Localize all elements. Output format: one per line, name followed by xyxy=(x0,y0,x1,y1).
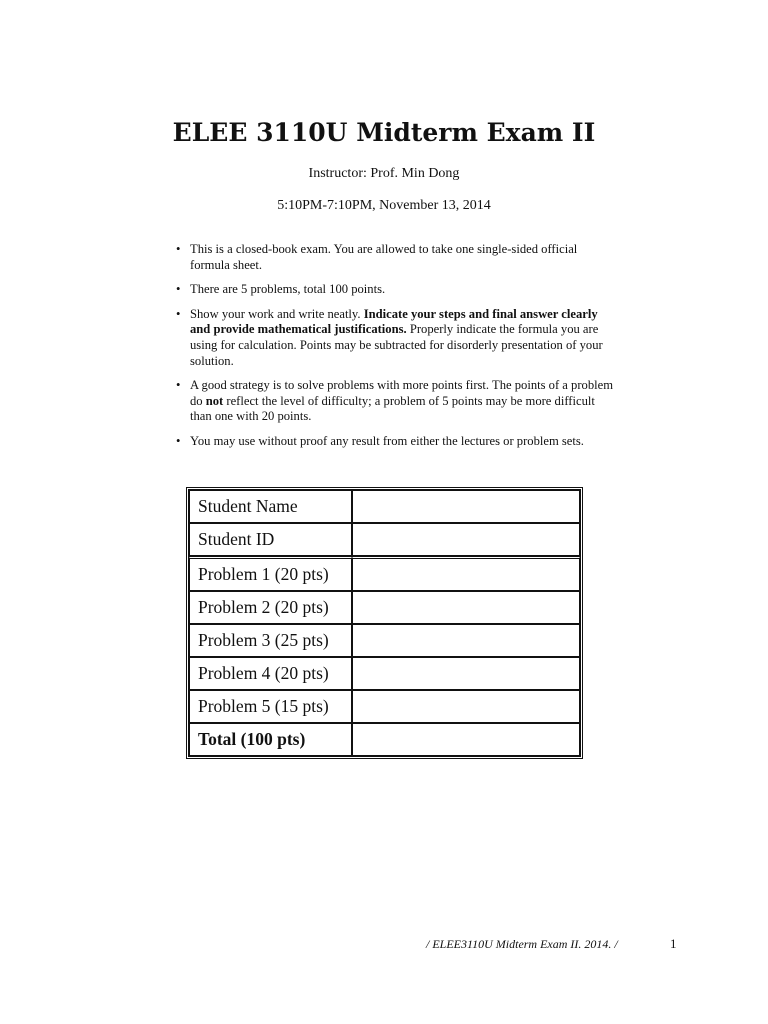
rule-text: reflect the level of difficulty; a problem of 5 points may be more difficult than one with 20 points. xyxy=(190,393,595,424)
student-id-label: Student ID xyxy=(189,523,352,556)
problem-1-label: Problem 1 (20 pts) xyxy=(189,556,352,591)
problem-2-score[interactable] xyxy=(352,591,580,624)
exam-datetime: 5:10PM-7:10PM, November 13, 2014 xyxy=(277,198,491,213)
problem-1-score[interactable] xyxy=(352,556,580,591)
total-score[interactable] xyxy=(352,723,580,756)
student-id-field[interactable] xyxy=(352,523,580,556)
rule-item xyxy=(176,307,616,369)
problem-5-score[interactable] xyxy=(352,690,580,723)
problem-4-label: Problem 4 (20 pts) xyxy=(189,657,352,690)
problem-5-label: Problem 5 (15 pts) xyxy=(189,690,352,723)
score-table xyxy=(186,487,583,759)
table-row xyxy=(189,591,580,624)
rule-emphasis: Indicate your steps and final answer clearly and provide mathematical justifications. xyxy=(190,306,598,337)
rule-item xyxy=(176,378,616,425)
page-number: 1 xyxy=(670,936,677,951)
rule-text: You may use without proof any result from either the lectures or problem sets. xyxy=(190,433,584,448)
rule-item xyxy=(176,434,616,450)
table-row xyxy=(189,690,580,723)
rule-text: Properly indicate the formula you are using for calculation. Points may be subtracted for disorderly presentation of your solution. xyxy=(190,322,603,368)
problem-4-score[interactable] xyxy=(352,657,580,690)
student-name-label: Student Name xyxy=(189,490,352,523)
rule-text: This is a closed-book exam. You are allowed to take one single-sided official formula sheet. xyxy=(190,242,578,272)
rule-item xyxy=(176,242,616,273)
rule-text: There are 5 problems, total 100 points. xyxy=(190,282,386,297)
problem-3-label: Problem 3 (25 pts) xyxy=(189,624,352,657)
rule-text: Show your work and write neatly. xyxy=(190,306,364,321)
table-row xyxy=(189,657,580,690)
table-row xyxy=(189,490,580,523)
exam-rules-list xyxy=(176,242,616,459)
total-label: Total (100 pts) xyxy=(189,723,352,756)
problem-3-score[interactable] xyxy=(352,624,580,657)
table-row xyxy=(189,523,580,556)
page-footer: / ELEE3110U Midterm Exam II. 2014. / xyxy=(426,937,618,951)
table-row xyxy=(189,624,580,657)
instructor-line: Instructor: Prof. Min Dong xyxy=(308,166,460,181)
exam-title: ELEE 3110U Midterm Exam II xyxy=(172,118,596,147)
table-row xyxy=(189,556,580,591)
problem-2-label: Problem 2 (20 pts) xyxy=(189,591,352,624)
rule-text: A good strategy is to solve problems with more points first. The points of a problem do xyxy=(190,378,614,408)
rule-emphasis: not xyxy=(205,393,224,408)
student-name-field[interactable] xyxy=(352,490,580,523)
rule-item xyxy=(176,282,616,298)
table-row xyxy=(189,723,580,756)
